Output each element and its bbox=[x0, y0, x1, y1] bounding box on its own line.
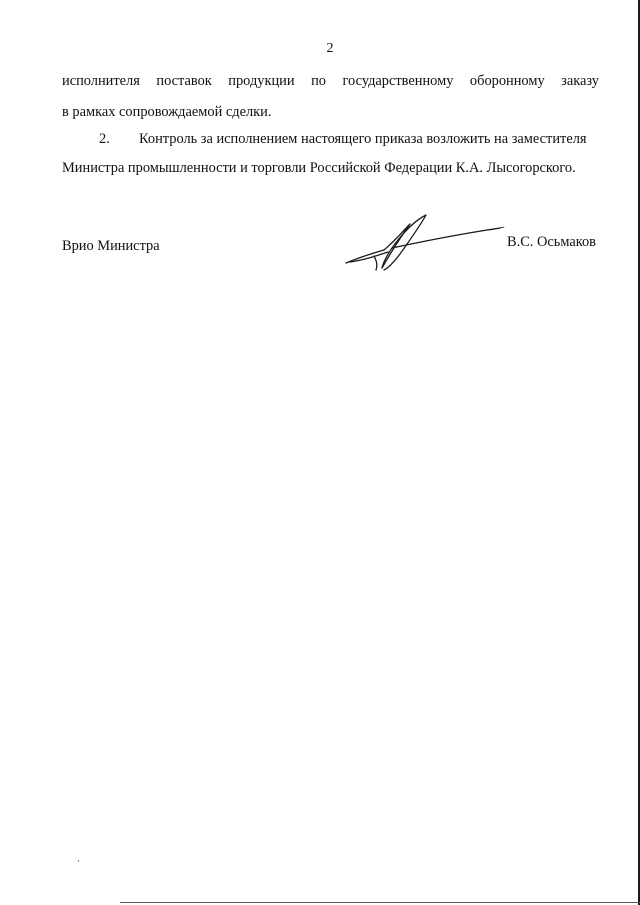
handwritten-signature bbox=[340, 210, 510, 275]
scan-speck bbox=[78, 860, 79, 862]
paragraph-item-2 bbox=[99, 130, 587, 148]
paragraph-line-2: в рамках сопровождаемой сделки. bbox=[62, 104, 272, 120]
signatory-title: Врио Министра bbox=[62, 238, 160, 254]
item-number: 2. bbox=[99, 131, 110, 147]
signatory-name: В.С. Осьмаков bbox=[507, 234, 596, 250]
item-text: Контроль за исполнением настоящего приказа возложить на заместителя bbox=[139, 131, 587, 147]
paragraph-line-4: Министра промышленности и торговли Российской Федерации К.А. Лысогорского. bbox=[62, 160, 576, 176]
page-number: 2 bbox=[326, 41, 334, 56]
scan-edge-bottom bbox=[120, 902, 640, 903]
paragraph-line-1: исполнителя поставок продукции по государственному оборонному заказу bbox=[62, 73, 599, 89]
